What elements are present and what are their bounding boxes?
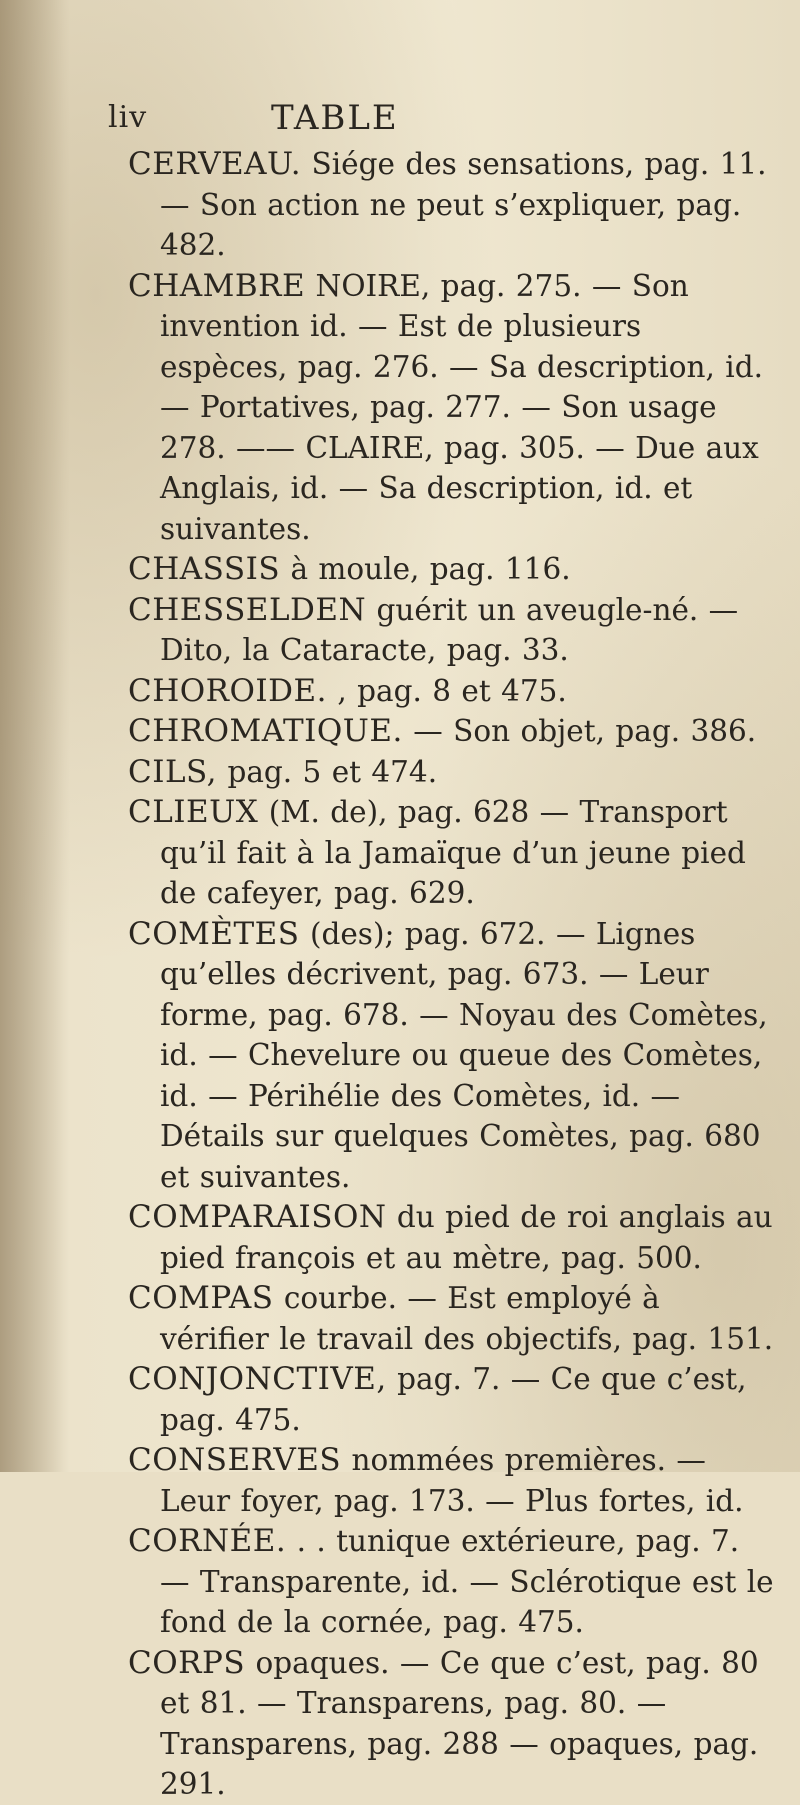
entry-headword: CLIEUX xyxy=(128,794,259,830)
entry-text: (des); pag. 672. — Lignes qu’elles décrivent, pag. 673. — Leur forme, pag. 678. — Noyau des Comètes, id. — Chevelure ou queue des Comètes, id. — Périhélie des Comètes, id. — Détails sur quelques Comètes, pag. 680 et suivantes. xyxy=(160,916,768,1194)
index-entry xyxy=(128,549,778,590)
entry-headword: CHESSELDEN xyxy=(128,591,367,628)
index-entry xyxy=(128,914,778,1198)
entry-headword: CHROMATIQUE. xyxy=(128,713,403,749)
entry-text: à moule, pag. 116. xyxy=(290,552,571,586)
index-entry xyxy=(128,266,778,550)
entry-headword: CILS, xyxy=(128,753,218,790)
index-entry xyxy=(128,752,778,793)
index-entry xyxy=(128,144,778,266)
page-gutter xyxy=(0,0,70,1472)
running-head: TABLE xyxy=(271,98,399,138)
index-entry xyxy=(128,1440,778,1521)
entry-headword: CORNÉE. xyxy=(128,1523,287,1559)
entry-headword: COMÈTES xyxy=(128,915,300,952)
page-number: liv xyxy=(108,100,148,135)
entry-text: — Son objet, pag. 386. xyxy=(413,714,757,748)
entry-headword: CORPS xyxy=(128,1644,246,1681)
entry-text: du pied de roi anglais au pied françois et au mètre, pag. 500. xyxy=(160,1200,773,1275)
index-entry xyxy=(128,1359,778,1440)
entry-text: guérit un aveugle-né. — Dito, la Cataracte, pag. 33. xyxy=(160,592,739,667)
index-entry xyxy=(128,1197,778,1278)
index-entry xyxy=(128,1278,778,1359)
entry-headword: COMPAS xyxy=(128,1280,274,1316)
entry-headword: CONJONCTIVE, xyxy=(128,1361,387,1397)
entry-headword: CONSERVES xyxy=(128,1442,342,1478)
index-entry xyxy=(128,590,778,671)
index-entry xyxy=(128,1643,778,1805)
entry-text: pag. 7. — Ce que c’est, pag. 475. xyxy=(160,1362,747,1437)
entry-text: opaques. — Ce que c’est, pag. 80 et 81. — Transparens, pag. 80. — Transparens, pag. 288 — opaques, pag. 291. xyxy=(160,1645,759,1801)
entry-headword: CHAMBRE xyxy=(128,267,306,304)
entry-headword: CHASSIS xyxy=(128,551,281,587)
entry-text: . . tunique extérieure, pag. 7. — Transparente, id. — Sclérotique est le fond de la cornée, pag. 475. xyxy=(160,1524,774,1639)
entry-text: (M. de), pag. 628 — Transport qu’il fait à la Jamaïque d’un jeune pied de cafeyer, pag. 629. xyxy=(160,795,746,910)
index-entry xyxy=(128,792,778,914)
entry-text: courbe. — Est employé à vérifier le travail des objectifs, pag. 151. xyxy=(160,1281,774,1356)
entry-text: , pag. 8 et 475. xyxy=(337,673,567,708)
index-entry xyxy=(128,711,778,752)
entry-text: Siége des sensations, pag. 11. — Son action ne peut s’expliquer, pag. 482. xyxy=(160,147,767,262)
entry-text: pag. 5 et 474. xyxy=(227,754,438,789)
entry-headword: CERVEAU. xyxy=(128,146,302,182)
entry-headword: COMPARAISON xyxy=(128,1199,387,1235)
index-entry xyxy=(128,1521,778,1643)
index-entry xyxy=(128,671,778,712)
index-entries xyxy=(128,144,778,1805)
entry-text: nommées premières. — Leur foyer, pag. 173. — Plus fortes, id. xyxy=(160,1443,744,1518)
entry-headword: CHOROIDE. xyxy=(128,672,328,709)
page-header xyxy=(108,100,748,144)
entry-text: NOIRE, pag. 275. — Son invention id. — Est de plusieurs espèces, pag. 276. — Sa description, id. — Portatives, pag. 277. — Son usage 278. —— CLAIRE, pag. 305. — Due aux Anglais, id. — Sa description, id. et suivantes. xyxy=(160,268,763,546)
